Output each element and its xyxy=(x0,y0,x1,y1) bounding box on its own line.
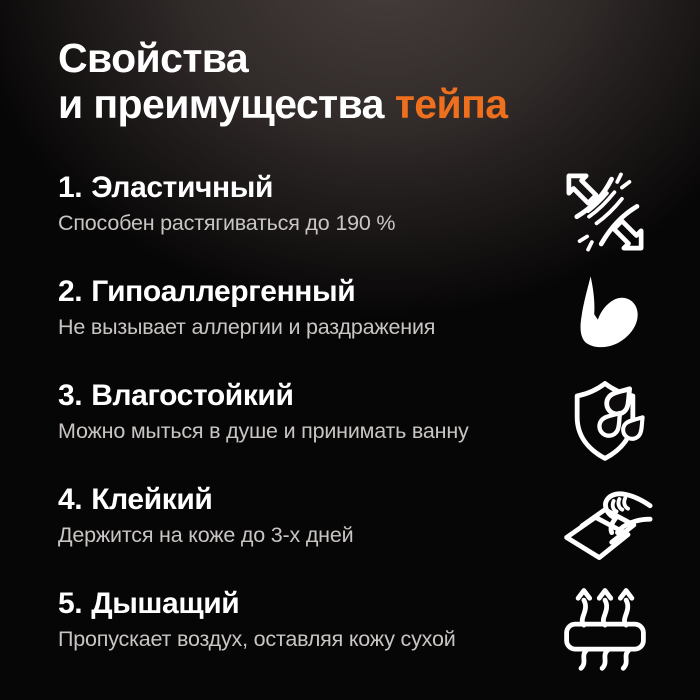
feature-heading xyxy=(58,587,456,620)
feature-row-elastic xyxy=(58,152,656,256)
feature-text xyxy=(58,379,469,445)
feature-description: Не вызывает аллергии и раздражения xyxy=(58,314,436,339)
feature-text xyxy=(58,587,456,653)
feature-heading xyxy=(58,379,469,412)
feature-list xyxy=(58,152,656,672)
feature-heading xyxy=(58,171,395,204)
title-line-2-text: и преимущества xyxy=(58,80,384,127)
feature-label: Влагостойкий xyxy=(91,378,294,412)
feature-description: Держится на коже до 3-х дней xyxy=(58,522,354,547)
feature-icon xyxy=(554,371,656,469)
feature-text xyxy=(58,483,353,549)
page-title xyxy=(58,36,656,128)
feature-icon xyxy=(554,475,656,573)
feature-description: Пропускает воздух, оставляя кожу сухой xyxy=(58,626,456,651)
feature-icon xyxy=(554,163,656,261)
feature-number: 3. xyxy=(58,378,83,412)
feature-number: 2. xyxy=(58,274,83,308)
feature-label: Гипоаллергенный xyxy=(91,274,356,308)
feature-row-breathable xyxy=(58,568,656,672)
feature-label: Клейкий xyxy=(91,482,213,516)
feature-number: 5. xyxy=(58,586,83,620)
feature-text xyxy=(58,275,435,341)
feature-label: Эластичный xyxy=(91,170,273,204)
feature-label: Дышащий xyxy=(91,586,240,620)
feature-description: Можно мыться в душе и принимать ванну xyxy=(58,418,469,443)
feature-icon xyxy=(554,267,656,365)
feature-heading xyxy=(58,275,435,308)
feature-row-water-resistant xyxy=(58,360,656,464)
feature-text xyxy=(58,171,395,237)
feature-row-hypoallergenic xyxy=(58,256,656,360)
feature-number: 4. xyxy=(58,482,83,516)
shield-water-drops-icon xyxy=(557,372,653,468)
breathable-airflow-icon xyxy=(557,580,653,676)
feature-number: 1. xyxy=(58,170,83,204)
hand-applying-tape-icon xyxy=(555,476,655,572)
feature-row-adhesive xyxy=(58,464,656,568)
feature-description: Способен растягиваться до 190 % xyxy=(58,210,396,235)
feature-heading xyxy=(58,483,353,516)
feature-icon xyxy=(554,579,656,677)
feather-icon xyxy=(560,271,650,361)
title-accent-word: тейпа xyxy=(394,80,508,127)
title-line-1: Свойства xyxy=(58,35,249,81)
stretch-arrows-icon xyxy=(558,165,652,259)
title-line-2 xyxy=(58,82,656,128)
